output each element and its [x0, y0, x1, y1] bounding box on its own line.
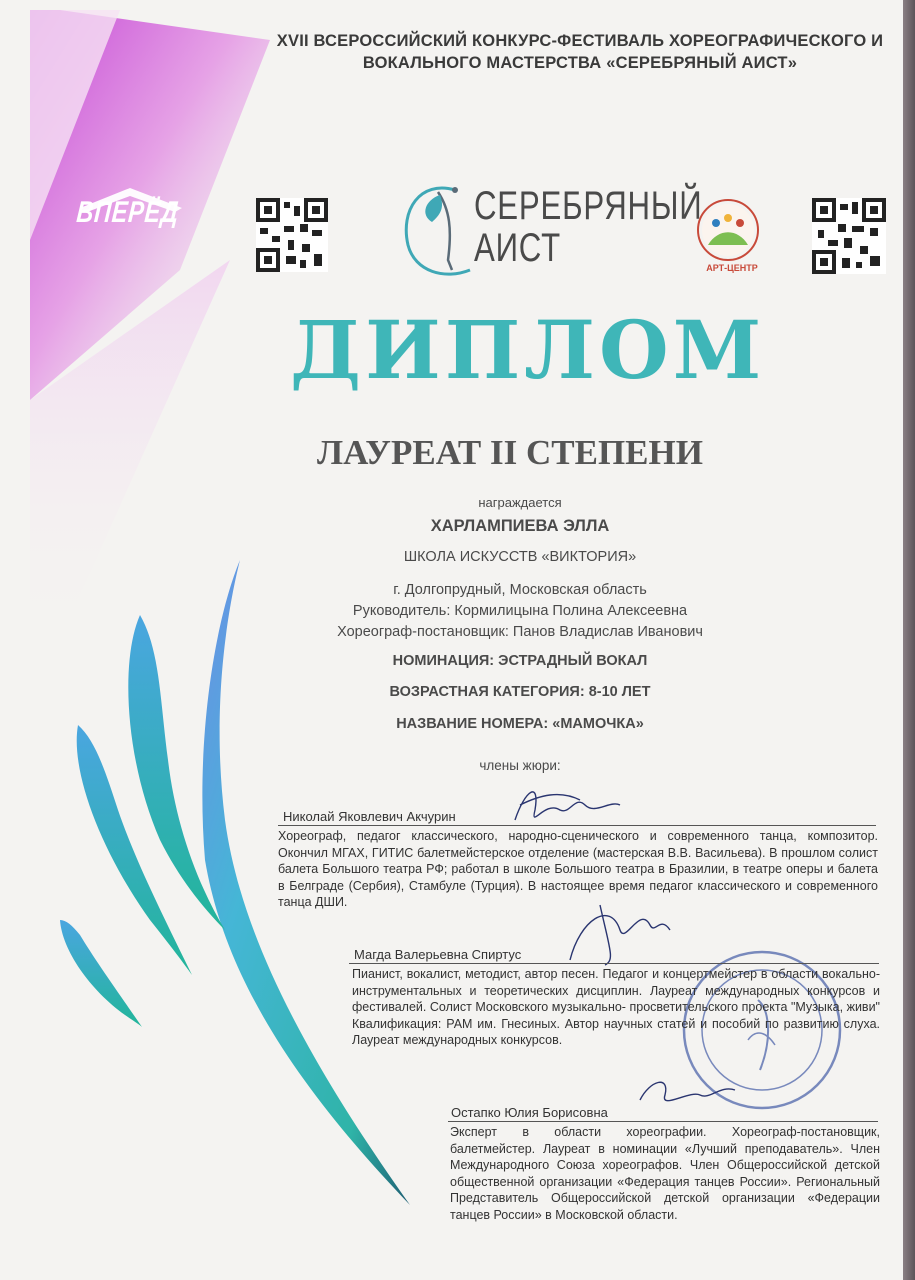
- juror-2-bio: Пианист, вокалист, методист, автор песен. Педагог и концертмейстер в области вокально-инструментальных и теоретических дисциплин. Лауреат международных конкурсов и фестивалей. Солист Московского музыкально- просветительского проекта "Музыка, живи" Квалификация: РАМ им. Гнесиных. Автор научных статей и пособий по развитию слуха. Лауреат международных конкурсов.: [352, 967, 880, 1047]
- school-name: ШКОЛА ИСКУССТВ «ВИКТОРИЯ»: [403, 549, 637, 565]
- awarded-label: награждается: [478, 495, 562, 510]
- page-edge-shadow: [903, 0, 915, 1280]
- age-category: ВОЗРАСТНАЯ КАТЕГОРИЯ: 8-10 ЛЕТ: [389, 684, 651, 700]
- juror-3-line: [448, 1121, 878, 1122]
- signature-2-icon: [570, 905, 670, 965]
- juror-1-line: [278, 825, 876, 826]
- juror-2-name: Магда Валерьевна Спиртус: [354, 947, 522, 962]
- choreographer: Хореограф-постановщик: Панов Владислав Иванович: [337, 624, 703, 640]
- silver-stork-logo-text: [474, 184, 703, 270]
- art-center-label: АРТ-ЦЕНТР: [706, 263, 758, 273]
- city: г. Долгопрудный, Московская область: [393, 582, 647, 598]
- number-title: НАЗВАНИЕ НОМЕРА: «МАМОЧКА»: [396, 716, 644, 732]
- laureate-degree: ЛАУРЕАТ II СТЕПЕНИ: [317, 433, 703, 472]
- signature-3-icon: [640, 1082, 735, 1100]
- juror-2-line: [349, 963, 879, 964]
- diploma-title: ДИПЛОМ: [290, 303, 766, 397]
- recipient-name: ХАРЛАМПИЕВА ЭЛЛА: [430, 517, 610, 535]
- leader: Руководитель: Кормилицына Полина Алексеевна: [352, 603, 688, 619]
- juror-3-bio: Эксперт в области хореографии. Хореограф-постановщик, балетмейстер. Лауреат в номинации «Лучший преподаватель». Член Международного Союза хореографов. Член Общероссийской детской общественной организации «Федерация танцев России». Региональный Представитель Общероссийской детской организации «Федерации танцев России» в Московской области.: [450, 1125, 880, 1222]
- juror-1-name: Николай Яковлевич Акчурин: [283, 809, 456, 824]
- qr-code-left-icon: [256, 198, 328, 272]
- stork-logo-icon: [406, 187, 470, 274]
- nomination: НОМИНАЦИЯ: ЭСТРАДНЫЙ ВОКАЛ: [392, 653, 648, 669]
- vpered-logo-text: ВПЕРЁД: [75, 196, 181, 229]
- art-center-logo-icon: [698, 200, 758, 260]
- signature-1-icon: [515, 792, 620, 820]
- jury-heading: члены жюри:: [479, 758, 561, 773]
- logo-text-line-1: СЕРЕБРЯНЫЙ: [474, 184, 703, 228]
- juror-1-bio: Хореограф, педагог классического, народно-сценического и современного танца, композитор. Окончил МГАХ, ГИТИС балетмейстерское отделение (мастерская В.В. Васильева). В прошлом солист балета Большого театра РФ; работал в школе Большого театра в Бразилии, в театре оперы и балета в Белграде (Сербия), Стамбуле (Турция). В настоящее время педагог классического и современного танца ДШИ.: [278, 829, 878, 909]
- juror-3-name: Остапко Юлия Борисовна: [451, 1105, 608, 1120]
- qr-code-right-icon: [812, 198, 886, 274]
- header-line-2: ВОКАЛЬНОГО МАСТЕРСТВА «СЕРЕБРЯНЫЙ АИСТ»: [362, 54, 798, 72]
- logo-text-line-2: АИСТ: [474, 226, 561, 270]
- teal-stroke-4: [60, 920, 142, 1027]
- contest-header: [260, 30, 900, 74]
- header-line-1: XVII ВСЕРОССИЙСКИЙ КОНКУРС-ФЕСТИВАЛЬ ХОРЕОГРАФИЧЕСКОГО И: [276, 32, 884, 50]
